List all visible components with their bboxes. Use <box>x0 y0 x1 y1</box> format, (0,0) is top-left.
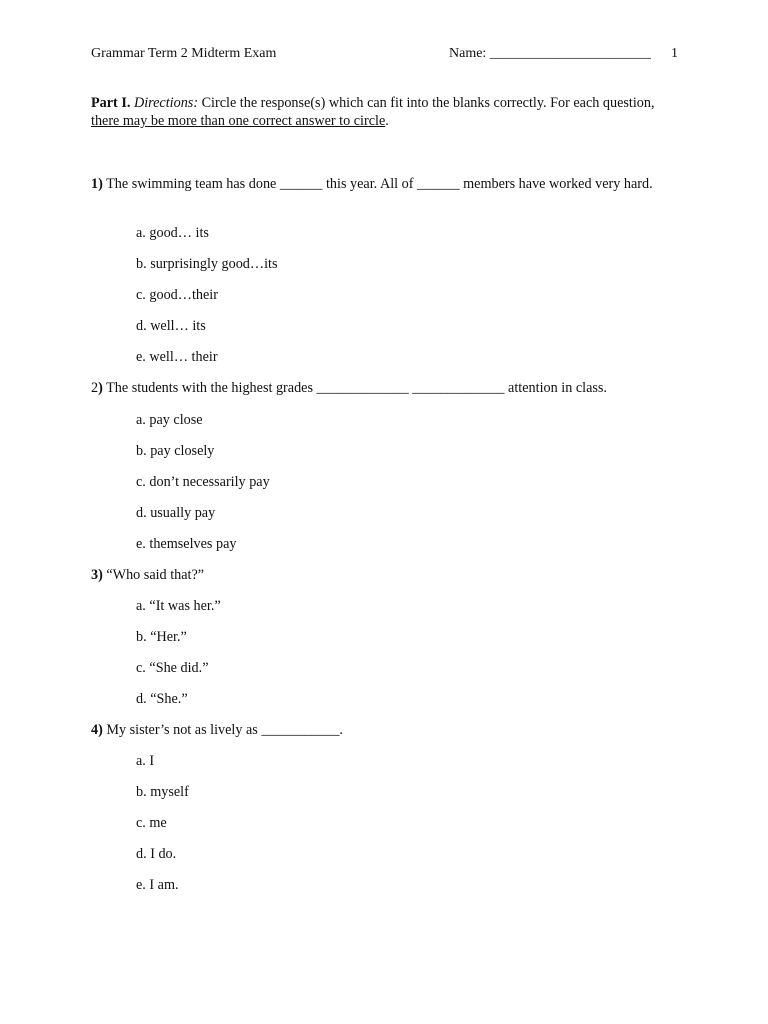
question-4-option-c: c. me <box>136 815 167 831</box>
question-1 <box>91 175 681 193</box>
directions-end: . <box>385 113 389 129</box>
question-number: 1) <box>91 176 103 192</box>
question-3-option-a: a. “It was her.” <box>136 598 221 614</box>
name-field-label: Name: _______________________ <box>449 46 651 61</box>
question-4-option-b: b. myself <box>136 784 189 800</box>
question-3-option-d: d. “She.” <box>136 691 188 707</box>
directions-label: Directions: <box>133 95 199 111</box>
exam-title: Grammar Term 2 Midterm Exam <box>91 46 277 61</box>
question-1-option-e: e. well… their <box>136 349 218 365</box>
directions-text: Circle the response(s) which can fit into the blanks correctly. For each question, <box>198 95 655 111</box>
question-text: “Who said that?” <box>102 567 205 583</box>
question-text: The swimming team has done ______ this year. All of ______ members have worked very hard. <box>102 176 653 192</box>
question-2 <box>91 379 681 397</box>
question-1-option-b: b. surprisingly good…its <box>136 256 278 272</box>
question-2-option-d: d. usually pay <box>136 505 216 521</box>
question-number: 4) <box>91 722 103 738</box>
question-2-option-c: c. don’t necessarily pay <box>136 474 270 490</box>
page-header <box>91 46 681 68</box>
question-1-option-a: a. good… its <box>136 225 209 241</box>
part-directions <box>91 94 681 130</box>
question-number: 3) <box>91 567 103 583</box>
question-3-option-b: b. “Her.” <box>136 629 187 645</box>
question-3-option-c: c. “She did.” <box>136 660 209 676</box>
question-2-option-e: e. themselves pay <box>136 536 237 552</box>
question-1-option-c: c. good…their <box>136 287 218 303</box>
question-4 <box>91 721 681 739</box>
question-text: The students with the highest grades _____________ _____________ attention in class. <box>102 380 607 396</box>
question-number: 2 <box>91 380 99 396</box>
question-2-option-a: a. pay close <box>136 412 203 428</box>
question-4-option-d: d. I do. <box>136 846 177 862</box>
question-1-option-d: d. well… its <box>136 318 206 334</box>
question-3 <box>91 566 681 584</box>
part-label: Part I. <box>91 95 131 111</box>
question-2-option-b: b. pay closely <box>136 443 215 459</box>
question-number-suffix: ) <box>98 380 103 396</box>
question-4-option-a: a. I <box>136 753 155 769</box>
question-text: My sister’s not as lively as ___________. <box>102 722 343 738</box>
directions-underlined-text: there may be more than one correct answer to circle <box>91 113 386 129</box>
page-number: 1 <box>671 46 678 61</box>
question-4-option-e: e. I am. <box>136 877 179 893</box>
